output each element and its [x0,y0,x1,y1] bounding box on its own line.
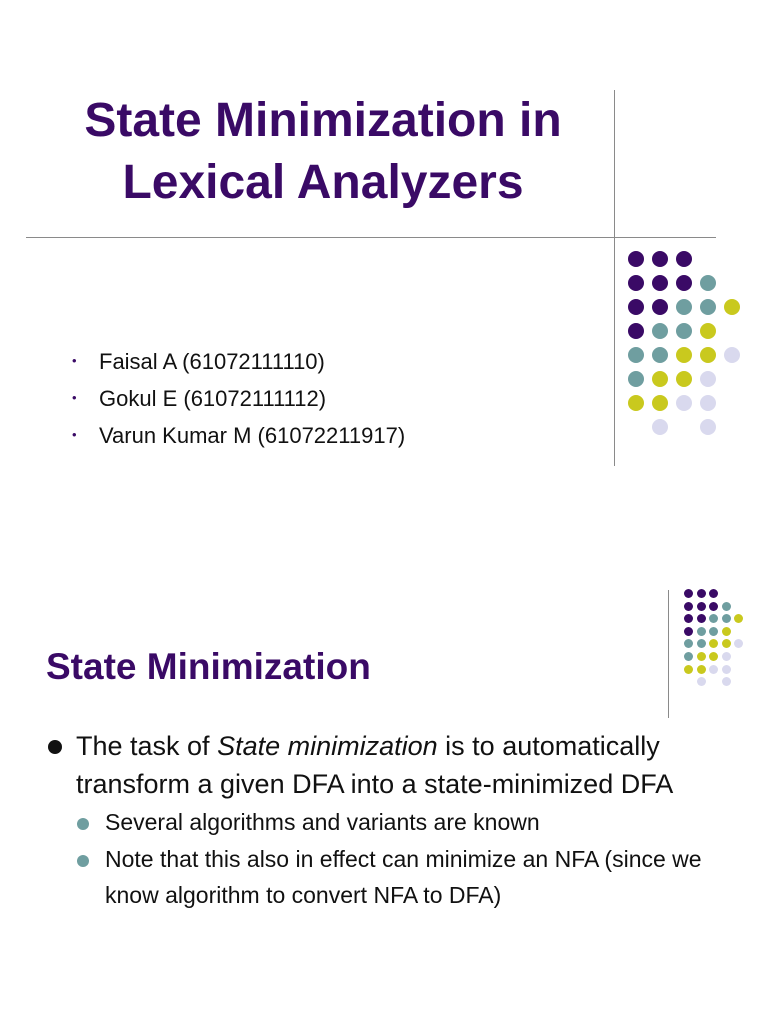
dot-yellow [697,652,706,661]
dot-yellow [709,639,718,648]
dot-yellow [684,665,693,674]
bullet-icon: • [72,427,77,442]
bullet-text-end: is to automatically transform a given DFA into a state-minimized DFA [76,731,674,799]
dot-purple [628,275,644,291]
dot-purple [676,275,692,291]
dot-teal [628,371,644,387]
dot-lavender [722,677,731,686]
dot-purple [628,299,644,315]
dot-teal [684,652,693,661]
dot-teal [709,614,718,623]
main-bullet [46,727,746,803]
dot-yellow [628,395,644,411]
dot-lavender [676,395,692,411]
bullet-icon [48,740,62,754]
title-line-1: State Minimization in [84,94,562,147]
content-slide [0,512,768,1024]
author-name: Varun Kumar M (61072211917) [99,423,406,448]
dot-purple [628,323,644,339]
dot-yellow [676,347,692,363]
dot-lavender [652,419,668,435]
dot-purple [676,251,692,267]
dot-purple [684,602,693,611]
dot-purple [652,299,668,315]
dot-yellow [709,652,718,661]
sub-bullet [46,841,746,913]
author-name: Faisal A (61072111110) [99,349,325,374]
bullet-icon: • [72,390,77,405]
dot-purple [697,589,706,598]
dot-yellow [652,395,668,411]
dot-purple [697,602,706,611]
bullet-icon: • [72,353,77,368]
author-item [72,380,405,417]
dot-yellow [652,371,668,387]
dot-teal [628,347,644,363]
dot-teal [697,627,706,636]
sub-bullet-icon [77,818,89,830]
slide-title: State Minimization [46,646,371,687]
vertical-rule-small [668,590,669,718]
dot-purple [628,251,644,267]
dot-yellow [700,347,716,363]
dot-lavender [697,677,706,686]
dot-teal [722,602,731,611]
author-list [72,343,405,454]
dot-yellow [722,627,731,636]
author-item [72,343,405,380]
dot-purple [652,275,668,291]
dot-yellow [722,639,731,648]
author-item [72,417,405,454]
dot-yellow [734,614,743,623]
bullet-text-start: The task of [76,731,218,761]
sub-bullet-icon [77,855,89,867]
dot-purple [697,614,706,623]
dot-purple [684,589,693,598]
dot-teal [684,639,693,648]
dot-teal [652,323,668,339]
vertical-rule [614,90,615,466]
dot-lavender [700,371,716,387]
dot-lavender [734,639,743,648]
dot-teal [652,347,668,363]
dot-lavender [709,665,718,674]
bullet-emphasis: State minimization [217,731,438,761]
dot-teal [722,614,731,623]
horizontal-rule [26,237,716,238]
dot-yellow [700,323,716,339]
title-line-2: Lexical Analyzers [122,156,524,209]
dot-lavender [700,395,716,411]
dot-teal [709,627,718,636]
dot-teal [676,323,692,339]
author-name: Gokul E (61072111112) [99,386,327,411]
dot-yellow [676,371,692,387]
dot-purple [684,614,693,623]
dot-lavender [722,665,731,674]
dot-purple [709,589,718,598]
dot-lavender [724,347,740,363]
dot-lavender [700,419,716,435]
bullet-list [46,727,746,913]
sub-bullet-text: Note that this also in effect can minimize an NFA (since we know algorithm to convert NFA to DFA) [105,846,702,908]
dot-teal [676,299,692,315]
slide-title [30,90,616,214]
dot-teal [700,299,716,315]
dot-teal [697,639,706,648]
dot-teal [700,275,716,291]
dot-purple [709,602,718,611]
dot-purple [684,627,693,636]
dot-yellow [697,665,706,674]
dot-yellow [724,299,740,315]
sub-bullet-text: Several algorithms and variants are known [105,809,540,835]
sub-bullet [46,804,746,840]
dot-purple [652,251,668,267]
dot-lavender [722,652,731,661]
